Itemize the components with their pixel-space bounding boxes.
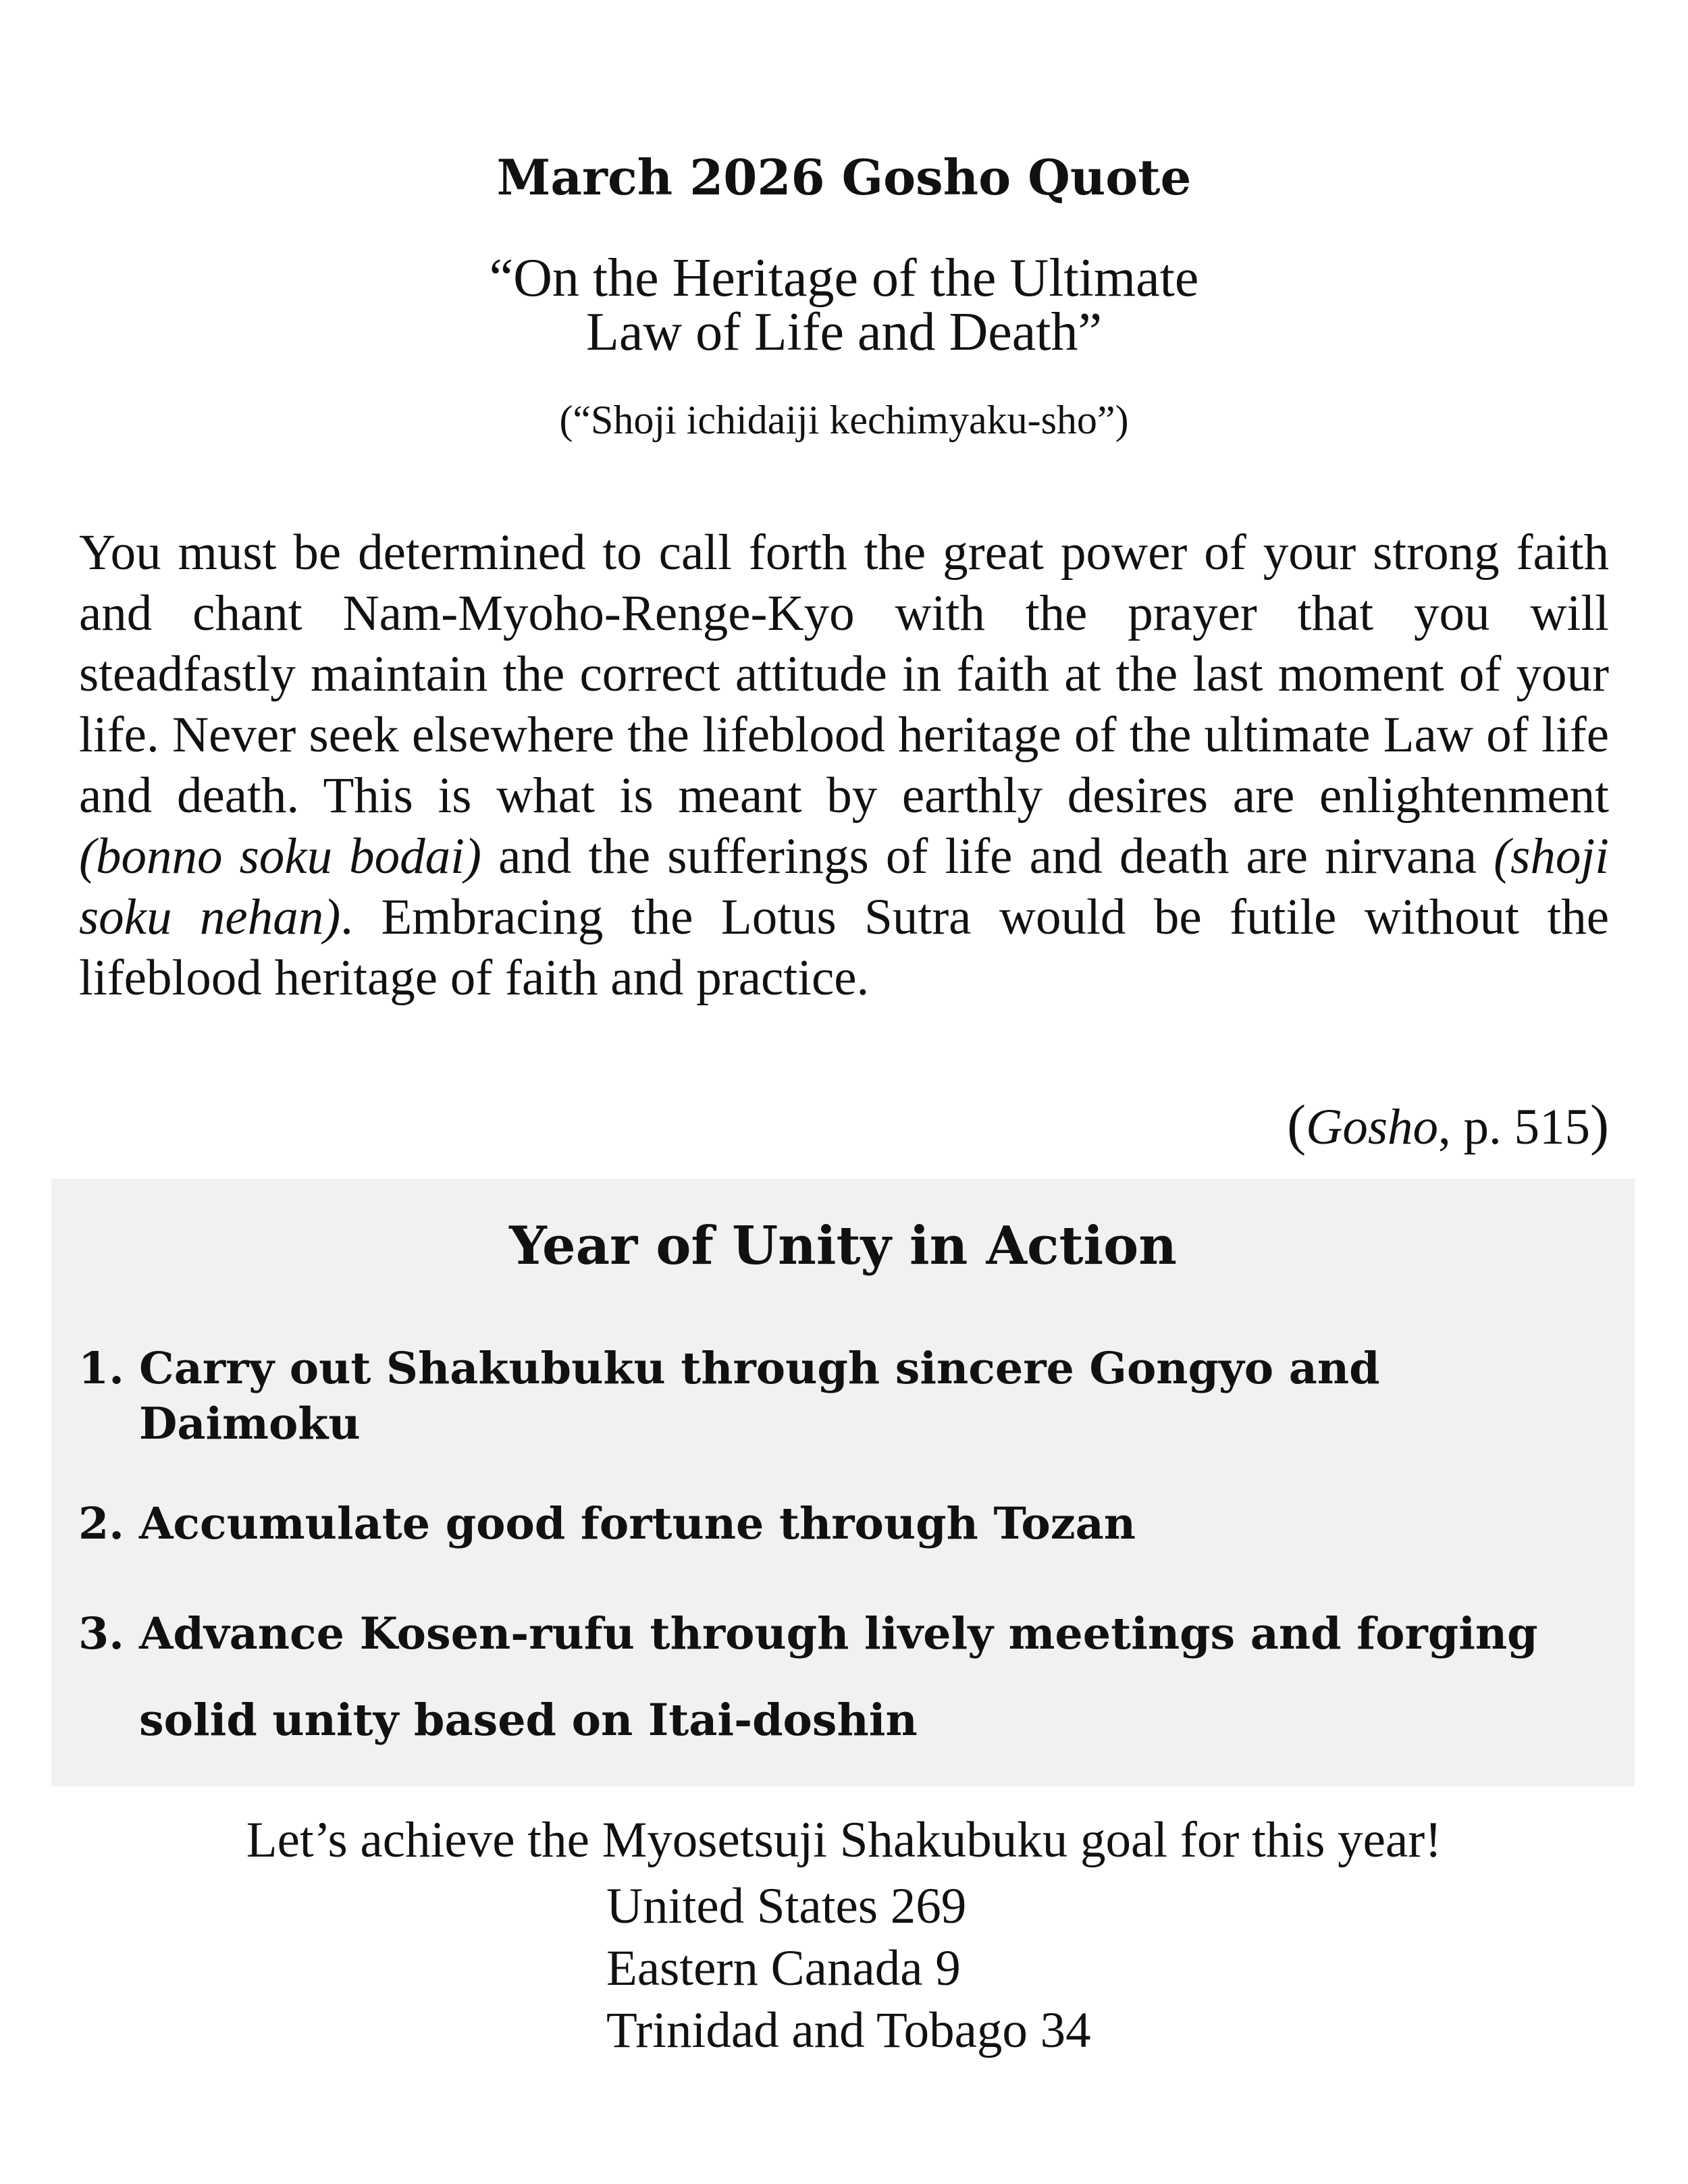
shakubuku-goal-united-states: United States 269 [606,1878,967,1934]
quote-text-2: and the sufferings of life and death are nirvana [481,828,1494,884]
unity-goal-item [78,1496,1611,1551]
shakubuku-goal-trinidad-tobago: Trinidad and Tobago 34 [606,2002,1091,2058]
shakubuku-goal-eastern-canada: Eastern Canada 9 [606,1940,961,1996]
romanized-title: (“Shoji ichidaiji kechimyaku-sho”) [559,398,1129,442]
quote-italic-term-2: (shoji soku nehan) [79,828,1610,945]
goal-text: Accumulate good fortune through Tozan [139,1498,1136,1549]
citation-close-paren: ) [1590,1094,1609,1156]
page-title: March 2026 Gosho Quote [496,149,1192,206]
gosho-title-line-2: Law of Life and Death” [585,302,1103,362]
quote-citation [1287,1095,1609,1158]
goal-text: Advance Kosen-rufu through lively meetings and forging solid unity based on Itai-doshin [139,1608,1538,1746]
goal-number: 2. [78,1498,124,1549]
gosho-title [0,248,1688,362]
goal-number: 3. [78,1608,124,1659]
citation-source: Gosho [1306,1099,1439,1155]
unity-panel [51,1179,1635,1786]
citation-page: , p. 515 [1438,1099,1591,1155]
goal-text: Carry out Shakubuku through sincere Gongyo and Daimoku [139,1343,1380,1449]
shakubuku-message: Let’s achieve the Myosetsuji Shakubuku goal for this year! [246,1812,1442,1868]
gosho-title-line-1: “On the Heritage of the Ultimate [489,248,1199,308]
citation-open-paren: ( [1287,1094,1307,1156]
goal-number: 1. [78,1343,124,1394]
quote-text-3: . Embracing the Lotus Sutra would be futile without the lifeblood heritage of faith and practice. [79,889,1609,1006]
quote-italic-term-1: (bonno soku bodai) [79,828,481,884]
unity-goal-item [78,1591,1611,1763]
gosho-quote [79,523,1609,1009]
unity-goal-item [78,1341,1611,1451]
quote-text-1: You must be determined to call forth the great power of your strong faith and chant Nam-Myoho-Renge-Kyo with the prayer that you will steadfastly maintain the correct attitude in faith at the last moment of your life. Never seek elsewhere the lifeblood heritage of the ultimate Law of life and death. This is what is meant by earthly desires are enlightenment [79,525,1609,824]
shakubuku-goals-list [606,1875,1091,2062]
unity-title: Year of Unity in Action [509,1215,1177,1277]
